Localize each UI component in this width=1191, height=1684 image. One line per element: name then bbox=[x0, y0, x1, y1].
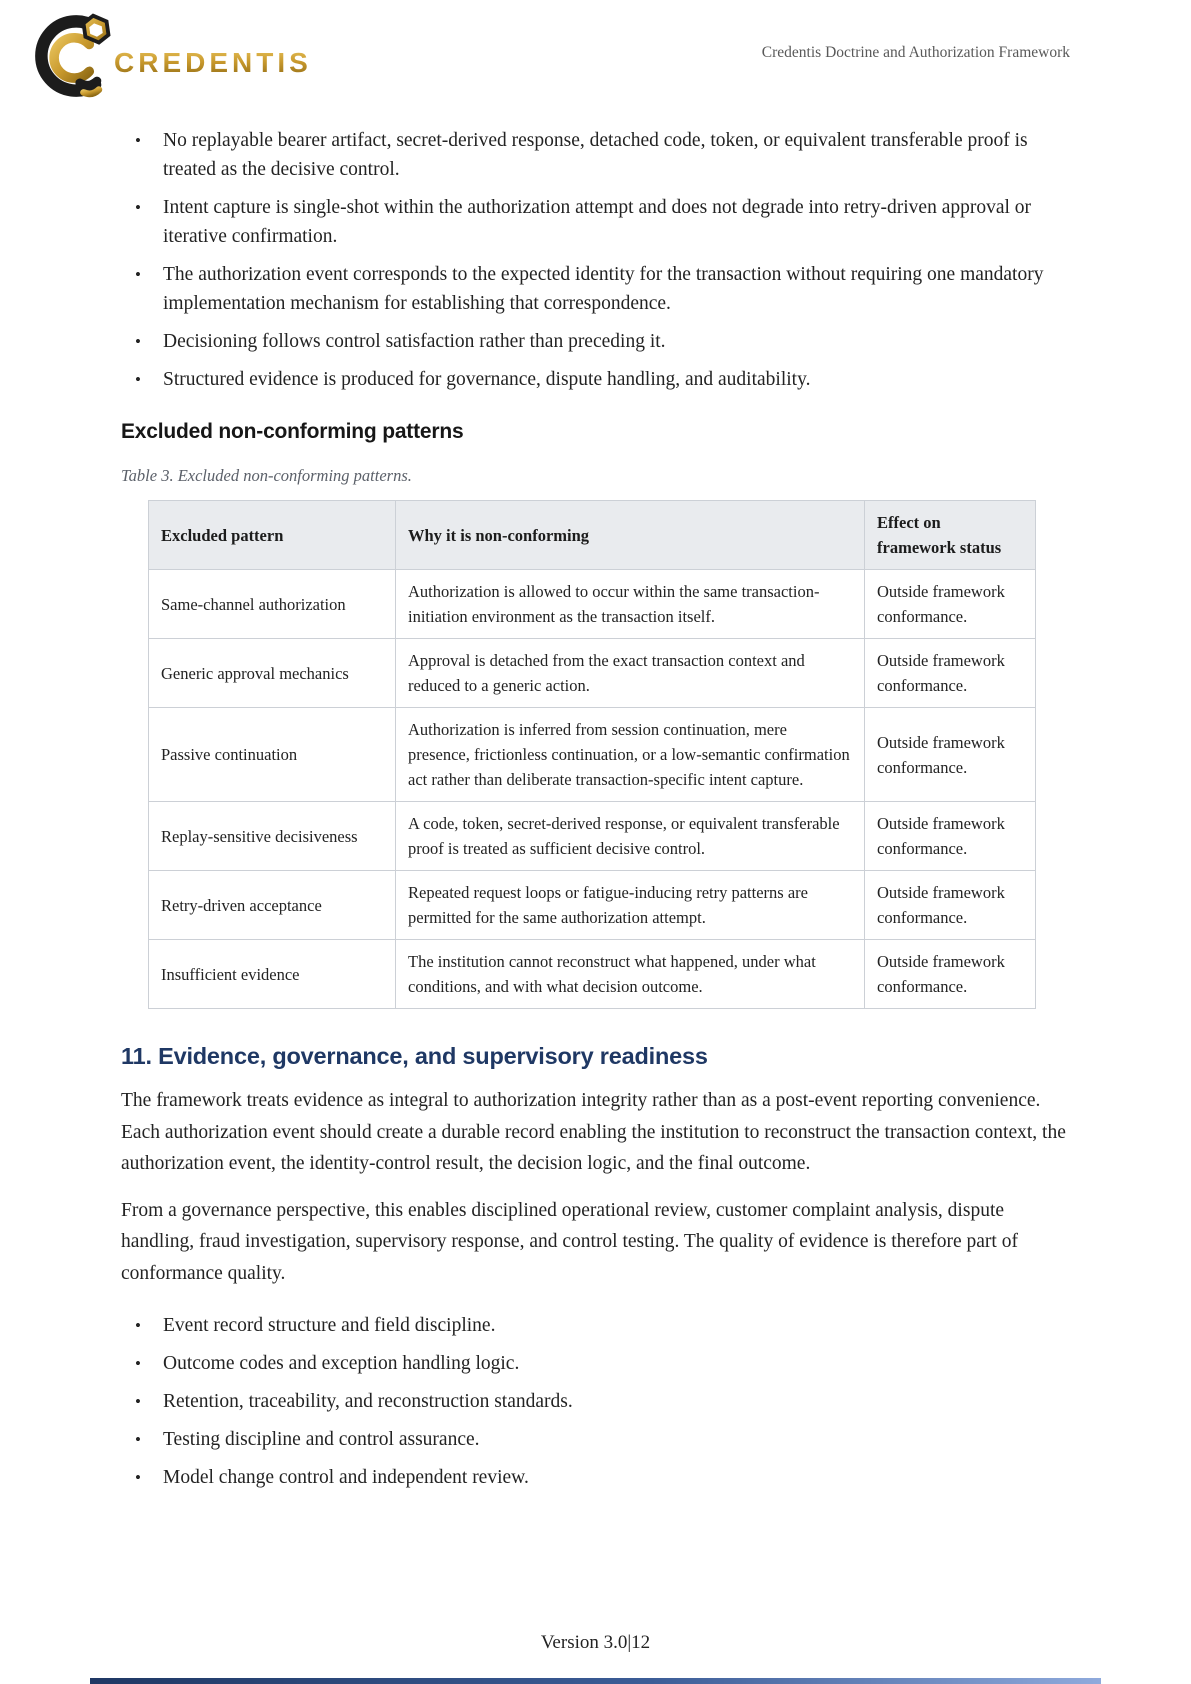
cell-effect: Outside framework conformance. bbox=[865, 940, 1036, 1009]
bullet-icon: • bbox=[135, 1354, 141, 1373]
cell-excluded-pattern: Passive continuation bbox=[149, 708, 396, 802]
excluded-patterns-heading: Excluded non-conforming patterns bbox=[121, 420, 464, 443]
table-row bbox=[149, 708, 1036, 802]
list-item bbox=[121, 365, 1070, 394]
table-row bbox=[149, 940, 1036, 1009]
list-item-text: Outcome codes and exception handling logic. bbox=[163, 1353, 520, 1374]
bullet-icon: • bbox=[135, 198, 141, 217]
cell-effect: Outside framework conformance. bbox=[865, 639, 1036, 708]
logo-wordmark: CREDENTIS bbox=[114, 47, 312, 78]
table-row bbox=[149, 871, 1036, 940]
list-item-text: Decisioning follows control satisfaction rather than preceding it. bbox=[163, 331, 666, 352]
cell-excluded-pattern: Insufficient evidence bbox=[149, 940, 396, 1009]
list-item-text: Model change control and independent review. bbox=[163, 1467, 529, 1488]
excluded-patterns-table bbox=[148, 500, 1036, 1009]
cell-effect: Outside framework conformance. bbox=[865, 871, 1036, 940]
cell-reason: A code, token, secret-derived response, or equivalent transferable proof is treated as sufficient decisive control. bbox=[396, 802, 865, 871]
list-item bbox=[121, 1387, 1070, 1416]
cell-excluded-pattern: Generic approval mechanics bbox=[149, 639, 396, 708]
list-item-text: No replayable bearer artifact, secret-derived response, detached code, token, or equivalent transferable proof is treated as the decisive control. bbox=[163, 130, 1028, 180]
list-item-text: Testing discipline and control assurance. bbox=[163, 1429, 480, 1450]
table-row bbox=[149, 570, 1036, 639]
list-item bbox=[121, 1349, 1070, 1378]
evidence-paragraph-1: The framework treats evidence as integral to authorization integrity rather than as a post-event reporting convenience. Each authorization event should create a durable record enabling the institution to reconstruct the transaction context, the authorization event, the identity-control result, the decision logic, and the final outcome. bbox=[121, 1090, 1066, 1174]
bullet-icon: • bbox=[135, 1430, 141, 1449]
list-item bbox=[121, 1311, 1070, 1340]
bullet-icon: • bbox=[135, 370, 141, 389]
list-item-text: Structured evidence is produced for governance, dispute handling, and auditability. bbox=[163, 369, 811, 390]
evidence-bullet-list bbox=[121, 1311, 1070, 1492]
list-item-text: The authorization event corresponds to the expected identity for the transaction without requiring one mandatory implementation mechanism for establishing that correspondence. bbox=[163, 264, 1044, 314]
cell-excluded-pattern: Same-channel authorization bbox=[149, 570, 396, 639]
cell-effect: Outside framework conformance. bbox=[865, 708, 1036, 802]
page-footer-version: Version 3.0|12 bbox=[540, 1632, 651, 1653]
table-row bbox=[149, 802, 1036, 871]
list-item-text: Intent capture is single-shot within the authorization attempt and does not degrade into retry-driven approval or iterative confirmation. bbox=[163, 197, 1032, 247]
bullet-icon: • bbox=[135, 1468, 141, 1487]
footer-accent-bar bbox=[90, 1678, 1101, 1684]
cell-effect: Outside framework conformance. bbox=[865, 570, 1036, 639]
table-column-header: Why it is non-conforming bbox=[396, 501, 865, 570]
bullet-icon: • bbox=[135, 1316, 141, 1335]
page-header bbox=[0, 0, 1191, 112]
list-item bbox=[121, 193, 1070, 251]
table-caption: Table 3. Excluded non-conforming patterns. bbox=[121, 466, 412, 485]
list-item-text: Retention, traceability, and reconstruction standards. bbox=[163, 1391, 573, 1412]
credentis-logo-icon bbox=[24, 8, 120, 104]
list-item bbox=[121, 260, 1070, 318]
cell-reason: Authorization is allowed to occur within the same transaction-initiation environment as the transaction itself. bbox=[396, 570, 865, 639]
table-header-row bbox=[149, 501, 1036, 570]
bullet-icon: • bbox=[135, 332, 141, 351]
cell-effect: Outside framework conformance. bbox=[865, 802, 1036, 871]
evidence-section-heading: 11. Evidence, governance, and supervisory readiness bbox=[121, 1043, 708, 1069]
document-header-title: Credentis Doctrine and Authorization Framework bbox=[761, 44, 1070, 61]
intro-bullet-list bbox=[121, 126, 1070, 394]
evidence-paragraph-2: From a governance perspective, this enables disciplined operational review, customer complaint analysis, dispute handling, fraud investigation, supervisory response, and control testing. The quality of evidence is therefore part of conformance quality. bbox=[121, 1199, 1018, 1284]
cell-reason: Authorization is inferred from session continuation, mere presence, frictionless continuation, or a low-semantic confirmation act rather than deliberate transaction-specific intent capture. bbox=[396, 708, 865, 802]
bullet-icon: • bbox=[135, 265, 141, 284]
list-item bbox=[121, 327, 1070, 356]
table-row bbox=[149, 639, 1036, 708]
cell-reason: Repeated request loops or fatigue-inducing retry patterns are permitted for the same authorization attempt. bbox=[396, 871, 865, 940]
cell-excluded-pattern: Retry-driven acceptance bbox=[149, 871, 396, 940]
cell-excluded-pattern: Replay-sensitive decisiveness bbox=[149, 802, 396, 871]
cell-reason: The institution cannot reconstruct what happened, under what conditions, and with what decision outcome. bbox=[396, 940, 865, 1009]
list-item-text: Event record structure and field discipline. bbox=[163, 1315, 496, 1336]
bullet-icon: • bbox=[135, 131, 141, 150]
cell-reason: Approval is detached from the exact transaction context and reduced to a generic action. bbox=[396, 639, 865, 708]
table-column-header: Excluded pattern bbox=[149, 501, 396, 570]
list-item bbox=[121, 1425, 1070, 1454]
table-column-header: Effect on framework status bbox=[865, 501, 1036, 570]
list-item bbox=[121, 1463, 1070, 1492]
credentis-logo bbox=[24, 8, 312, 104]
document-content bbox=[121, 126, 1070, 1492]
bullet-icon: • bbox=[135, 1392, 141, 1411]
table-body bbox=[149, 570, 1036, 1009]
list-item bbox=[121, 126, 1070, 184]
